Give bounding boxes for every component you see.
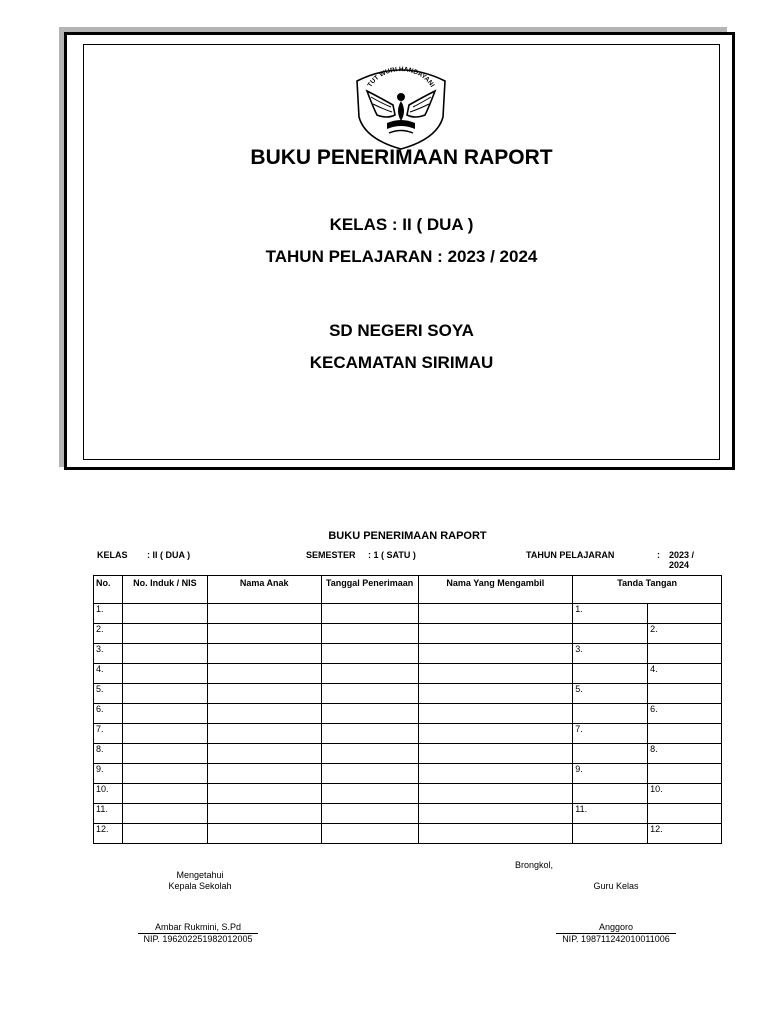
nis-cell[interactable] — [122, 784, 207, 804]
nama-cell[interactable] — [207, 644, 321, 664]
pengambil-cell[interactable] — [418, 744, 573, 764]
signature-left-cell[interactable] — [573, 744, 648, 764]
table-row — [94, 744, 722, 764]
kepala-sekolah-nip: NIP. 196202251982012005 — [138, 933, 258, 944]
signature-left-cell[interactable] — [573, 664, 648, 684]
nama-cell[interactable] — [207, 724, 321, 744]
nis-cell[interactable] — [122, 664, 207, 684]
tanggal-cell[interactable] — [321, 724, 418, 744]
signature-place: Brongkol, — [515, 860, 554, 870]
signature-right-cell[interactable]: 2. — [648, 624, 722, 644]
row-number: 7. — [94, 724, 123, 744]
row-number: 10. — [94, 784, 123, 804]
table-row — [94, 664, 722, 684]
signature-left-cell[interactable]: 7. — [573, 724, 648, 744]
signature-right-cell[interactable] — [648, 764, 722, 784]
header-tanda-tangan: Tanda Tangan — [573, 576, 722, 604]
signature-right-cell[interactable] — [648, 684, 722, 704]
row-number: 5. — [94, 684, 123, 704]
guru-kelas-nip: NIP. 198711242010011006 — [556, 933, 676, 944]
signature-left-cell[interactable]: 3. — [573, 644, 648, 664]
mengetahui-label: Mengetahui — [176, 870, 224, 880]
pengambil-cell[interactable] — [418, 784, 573, 804]
nis-cell[interactable] — [122, 704, 207, 724]
tanggal-cell[interactable] — [321, 624, 418, 644]
table-row — [94, 644, 722, 664]
nama-cell[interactable] — [207, 804, 321, 824]
nama-cell[interactable] — [207, 664, 321, 684]
header-tanggal-penerimaan: Tanggal Penerimaan — [321, 576, 418, 604]
nis-cell[interactable] — [122, 624, 207, 644]
tahun-value-line1: 2023 / — [669, 550, 695, 560]
signature-right-cell[interactable]: 6. — [648, 704, 722, 724]
cover-page — [64, 32, 735, 470]
row-number: 2. — [94, 624, 123, 644]
tanggal-cell[interactable] — [321, 644, 418, 664]
row-number: 3. — [94, 644, 123, 664]
tanggal-cell[interactable] — [321, 704, 418, 724]
pengambil-cell[interactable] — [418, 824, 573, 844]
logo-motto: TUT WURI HANDAYANI — [366, 66, 436, 89]
tanggal-cell[interactable] — [321, 764, 418, 784]
pengambil-cell[interactable] — [418, 764, 573, 784]
nis-cell[interactable] — [122, 724, 207, 744]
signature-left-cell[interactable]: 5. — [573, 684, 648, 704]
row-number: 8. — [94, 744, 123, 764]
pengambil-cell[interactable] — [418, 624, 573, 644]
tanggal-cell[interactable] — [321, 684, 418, 704]
tanggal-cell[interactable] — [321, 744, 418, 764]
row-number: 4. — [94, 664, 123, 684]
table-row — [94, 704, 722, 724]
table-row — [94, 724, 722, 744]
tanggal-cell[interactable] — [321, 824, 418, 844]
signature-left-cell[interactable] — [573, 704, 648, 724]
cover-inner-border — [83, 44, 720, 460]
nama-cell[interactable] — [207, 684, 321, 704]
tanggal-cell[interactable] — [321, 604, 418, 624]
cover-tahun-pelajaran: TAHUN PELAJARAN : 2023 / 2024 — [265, 247, 538, 266]
tahun-colon: : — [657, 550, 660, 560]
nis-cell[interactable] — [122, 804, 207, 824]
nama-cell[interactable] — [207, 624, 321, 644]
roster-table — [93, 575, 722, 844]
cover-title: BUKU PENERIMAAN RAPORT — [250, 146, 553, 169]
pengambil-cell[interactable] — [418, 724, 573, 744]
row-number: 11. — [94, 804, 123, 824]
pengambil-cell[interactable] — [418, 804, 573, 824]
cover-kecamatan: KECAMATAN SIRIMAU — [309, 353, 494, 372]
row-number: 12. — [94, 824, 123, 844]
tut-wuri-handayani-logo-icon — [347, 57, 455, 151]
signature-left-cell[interactable] — [573, 624, 648, 644]
table-row — [94, 784, 722, 804]
signature-right-cell[interactable] — [648, 724, 722, 744]
tanggal-cell[interactable] — [321, 804, 418, 824]
pengambil-cell[interactable] — [418, 644, 573, 664]
table-row — [94, 624, 722, 644]
nis-cell[interactable] — [122, 684, 207, 704]
guru-kelas-name: Anggoro — [598, 922, 634, 932]
nis-cell[interactable] — [122, 824, 207, 844]
nis-cell[interactable] — [122, 744, 207, 764]
pengambil-cell[interactable] — [418, 664, 573, 684]
signature-right-cell[interactable]: 10. — [648, 784, 722, 804]
header-nama-yang-mengambil: Nama Yang Mengambil — [418, 576, 573, 604]
nis-cell[interactable] — [122, 604, 207, 624]
tahun-value-line2: 2024 — [669, 560, 690, 570]
cover-school-name: SD NEGERI SOYA — [329, 321, 474, 340]
nama-cell[interactable] — [207, 784, 321, 804]
nama-cell[interactable] — [207, 704, 321, 724]
table-row — [94, 684, 722, 704]
header-no: No. — [94, 576, 123, 604]
header-nama-anak: Nama Anak — [207, 576, 321, 604]
guru-kelas-label: Guru Kelas — [593, 881, 639, 891]
nama-cell[interactable] — [207, 824, 321, 844]
kelas-value: : II ( DUA ) — [147, 550, 191, 560]
nis-cell[interactable] — [122, 644, 207, 664]
signature-right-cell[interactable] — [648, 604, 722, 624]
signature-right-cell[interactable]: 4. — [648, 664, 722, 684]
header-nis: No. Induk / NIS — [122, 576, 207, 604]
table-row — [94, 824, 722, 844]
pengambil-cell[interactable] — [418, 684, 573, 704]
table-row — [94, 604, 722, 624]
nama-cell[interactable] — [207, 744, 321, 764]
tanggal-cell[interactable] — [321, 664, 418, 684]
row-number: 6. — [94, 704, 123, 724]
table-row — [94, 764, 722, 784]
nama-cell[interactable] — [207, 604, 321, 624]
semester-value: : 1 ( SATU ) — [368, 550, 416, 560]
sheet-title: BUKU PENERIMAAN RAPORT — [328, 530, 487, 542]
signature-right-cell[interactable] — [648, 804, 722, 824]
row-number: 1. — [94, 604, 123, 624]
signature-left-cell[interactable]: 11. — [573, 804, 648, 824]
cover-kelas: KELAS : II ( DUA ) — [329, 215, 474, 234]
table-header-row — [94, 576, 722, 604]
signature-left-cell[interactable]: 1. — [573, 604, 648, 624]
pengambil-cell[interactable] — [418, 604, 573, 624]
semester-label: SEMESTER — [306, 550, 356, 560]
nama-cell[interactable] — [207, 764, 321, 784]
signature-left-cell[interactable] — [573, 824, 648, 844]
kepala-sekolah-name: Ambar Rukmini, S.Pd — [154, 922, 242, 932]
signature-right-cell[interactable] — [648, 644, 722, 664]
table-row — [94, 804, 722, 824]
tanggal-cell[interactable] — [321, 784, 418, 804]
pengambil-cell[interactable] — [418, 704, 573, 724]
signature-right-cell[interactable]: 8. — [648, 744, 722, 764]
tahun-label: TAHUN PELAJARAN — [526, 550, 615, 560]
signature-right-cell[interactable]: 12. — [648, 824, 722, 844]
signature-left-cell[interactable] — [573, 784, 648, 804]
kepala-sekolah-label: Kepala Sekolah — [168, 881, 232, 891]
signature-left-cell[interactable]: 9. — [573, 764, 648, 784]
nis-cell[interactable] — [122, 764, 207, 784]
kelas-label: KELAS — [97, 550, 128, 560]
row-number: 9. — [94, 764, 123, 784]
